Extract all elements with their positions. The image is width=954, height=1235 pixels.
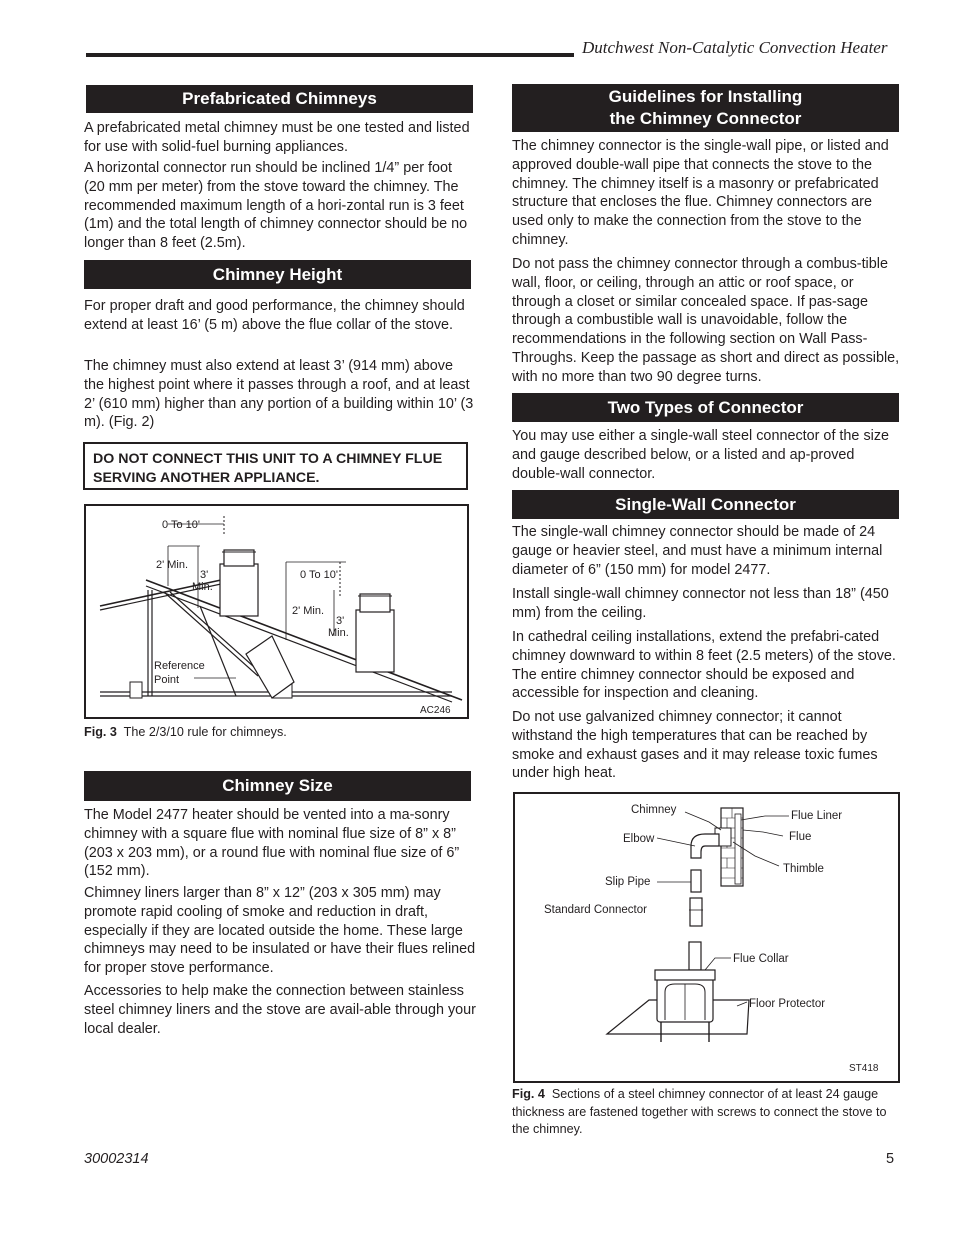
size-paragraph-1: The Model 2477 heater should be vented into a ma-sonry chimney with a square flue with nominal flue size of 8” x 8” (203 x 203 mm), or a round flue with nominal flue size of 6” (152 mm). (84, 807, 460, 880)
label-flue: Flue (789, 831, 812, 843)
doc-number: 30002314 (84, 1151, 149, 1167)
stove-top (655, 970, 715, 980)
heading-single-wall: Single-Wall Connector (512, 490, 899, 519)
single-paragraph-1: The single-wall chimney connector should be made of 24 gauge or heavier steel, and must have a minimum internal diameter of 6” (150 mm) for model 2477. (512, 524, 883, 578)
label-thimble: Thimble (783, 863, 824, 875)
heading-chimney-height: Chimney Height (84, 260, 471, 289)
label-flue-liner: Flue Liner (791, 810, 843, 822)
prefab-paragraph-1: A prefabricated metal chimney must be one tested and listed for use with solid-fuel burning appliances. (84, 120, 470, 155)
label-point: Point (154, 674, 180, 686)
chimney-connector-diagram (515, 794, 898, 1081)
heading-guidelines-line-2: the Chimney Connector (609, 109, 802, 128)
figure-3-code: AC246 (420, 705, 451, 716)
label-flue-collar: Flue Collar (733, 953, 789, 965)
figure-4-caption-text: Sections of a steel chimney connector of at least 24 gauge thickness are fastened together with screws to connect the stove to the chimney. (512, 1087, 887, 1136)
figure-3-caption-text: The 2/3/10 rule for chimneys. (123, 725, 287, 739)
chimney-2-top (360, 594, 390, 612)
heading-chimney-size: Chimney Size (84, 771, 471, 801)
ceiling-joist-1 (130, 682, 142, 698)
warning-box: DO NOT CONNECT THIS UNIT TO A CHIMNEY FLUE SERVING ANOTHER APPLIANCE. (83, 442, 468, 490)
label-2min-b: 2' Min. (292, 605, 325, 617)
heading-two-types: Two Types of Connector (512, 393, 899, 422)
height-paragraph-1: For proper draft and good performance, the chimney should extend at least 16’ (5 m) above the flue collar of the stove. (84, 298, 465, 333)
prefab-paragraph-2: A horizontal connector run should be inclined 1/4” per foot (20 mm per meter) from the stove toward the chimney. The recommended maximum length of a hori-zontal run is 3 feet (1m) and the total length of chimney connector should be no longer than 8 feet (2.5m). (84, 160, 468, 252)
roof-main-slope-inner (146, 586, 452, 702)
standard-connector (690, 898, 702, 926)
size-paragraph-2: Chimney liners larger than 8” x 12” (203 x 305 mm) may promote rapid cooling of smoke and reduction in draft, especially if they are located outside the home. These large chimneys may need to be insulated or have their flues relined for proper stove performance. (84, 885, 476, 977)
lower-pipe (689, 942, 701, 970)
single-paragraph-4: Do not use galvanized chimney connector; it cannot withstand the high temperatures that can be reached by smoke and exhaust gases and it may release toxic fumes under high heat. (512, 709, 878, 782)
label-3-a: 3' (200, 569, 209, 581)
page-header-title: Dutchwest Non-Catalytic Convection Heater (582, 38, 888, 57)
figure-4-box (513, 792, 900, 1083)
label-chimney: Chimney (631, 804, 677, 816)
label-reference: Reference (154, 660, 205, 672)
label-3-b: 3' (336, 615, 345, 627)
label-standard-connector: Standard Connector (544, 904, 647, 916)
guide-paragraph-2: Do not pass the chimney connector through a combus-tible wall, floor, or ceiling, through an attic or roof space, or through a closet or similar concealed space. If pas-sage through a combustible wall is unavoidable, follow the recommendations in the following section on Wall Pass-Throughs. Keep the passage as short and direct as possible, with no more than two 90 degree turns. (512, 256, 900, 385)
label-floor-protector: Floor Protector (749, 998, 826, 1010)
roof-main-slope (146, 580, 462, 700)
chimney-2-body (356, 610, 394, 672)
size-paragraph-3: Accessories to help make the connection between stainless steel chimney liners and the stove are avail-able through your local dealer. (84, 983, 476, 1037)
figure-4-caption-num: Fig. 4 (512, 1087, 545, 1101)
figure-4-code: ST418 (849, 1063, 879, 1074)
chimney-height-diagram (86, 506, 467, 717)
elbow-pipe (691, 834, 719, 858)
height-paragraph-2: The chimney must also extend at least 3’ (914 mm) above the highest point where it passes through a roof, and at least 2’ (610 mm) higher than any portion of a building within 10’ (3 m). (Fig. 2) (84, 358, 474, 431)
page-number: 5 (886, 1151, 895, 1167)
chimney-1-body (220, 564, 258, 616)
label-2min-a: 2' Min. (156, 559, 189, 571)
figure-4-caption (512, 1086, 900, 1139)
flue-liner (735, 814, 741, 884)
label-elbow: Elbow (623, 833, 655, 845)
label-slip-pipe: Slip Pipe (605, 876, 651, 888)
single-paragraph-3: In cathedral ceiling installations, extend the prefabri-cated chimney downward to within 8 feet (2.5 meters) of the stove. The entire chimney connector should be exposed and accessible for inspection and cleaning. (512, 629, 896, 702)
label-min-b: Min. (328, 627, 349, 639)
heading-guidelines-line-1: Guidelines for Installing (608, 87, 803, 106)
guide-paragraph-1: The chimney connector is the single-wall pipe, or listed and approved double-wall pipe that connects the stove to the chimney. The chimney itself is a masonry or prefabricated structure that encloses the flue. Chimney connectors are used only to make the connection from the stove to the chimney. (512, 138, 889, 248)
single-paragraph-2: Install single-wall chimney connector not less than 18” (450 mm) from the ceiling. (512, 586, 889, 621)
figure-3-box (84, 504, 469, 719)
heading-guidelines (512, 84, 899, 132)
figure-3-caption-num: Fig. 3 (84, 725, 117, 739)
types-paragraph-1: You may use either a single-wall steel connector of the size and gauge described below, or a listed and ap-proved double-wall connector. (512, 428, 890, 482)
slip-pipe (691, 870, 701, 892)
label-0to10-a: 0 To 10' (162, 519, 200, 531)
label-0to10-b: 0 To 10' (300, 569, 338, 581)
header-rule (86, 53, 574, 57)
heading-prefabricated-chimneys: Prefabricated Chimneys (86, 85, 473, 113)
label-min-a: Min. (192, 581, 213, 593)
figure-3-caption (84, 724, 474, 742)
